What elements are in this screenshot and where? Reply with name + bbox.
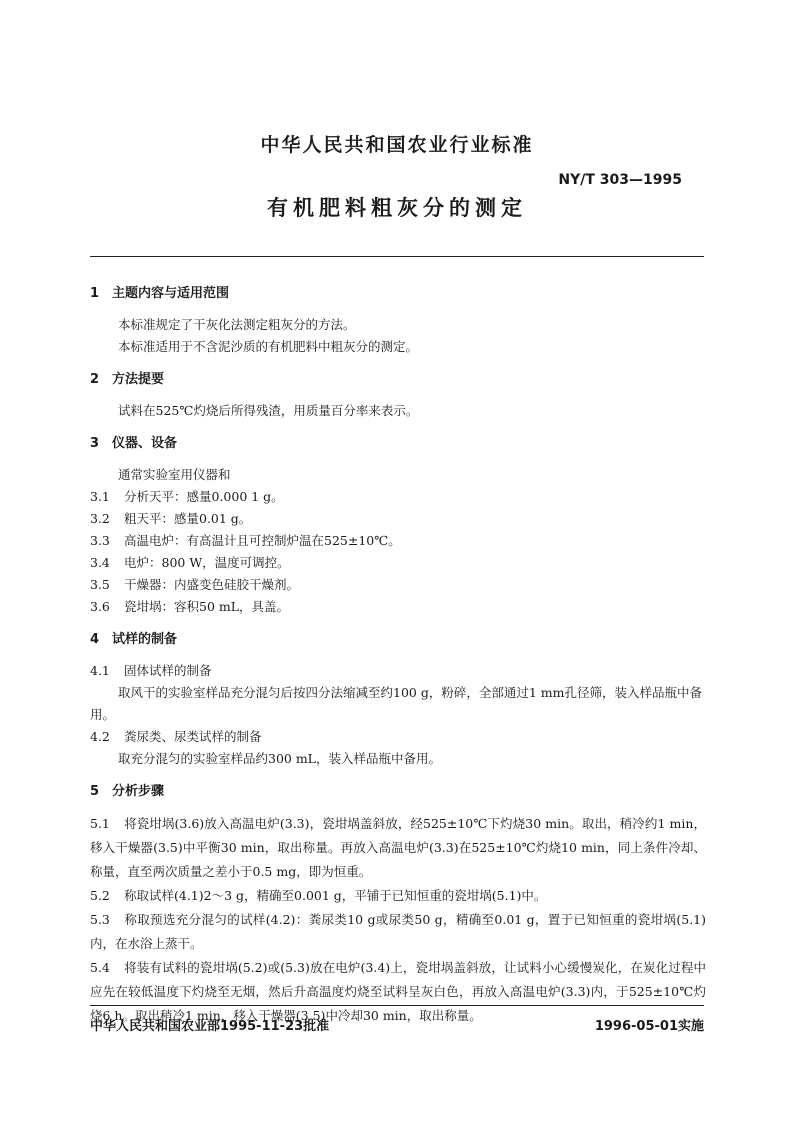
item-number: 3.3	[90, 533, 110, 548]
step-number: 5.2	[90, 888, 110, 903]
document-body	[90, 272, 706, 1028]
paragraph: 取充分混匀的实验室样品约300 mL，装入样品瓶中备用。	[118, 751, 441, 766]
step-text: 将装有试料的瓷坩埚(5.2)或(5.3)放在电炉(3.4)上，瓷坩埚盖斜放，让试料小心缓慢炭化，在炭化过程中应先在较低温度下灼烧至无烟，然后升高温度灼烧至试料呈灰白色，再放入高温电炉(3.3)内，于525±10℃灼烧6 h。取出稍冷1 min，移入干燥器(3.5)中冷却30 min，取出称量。	[90, 960, 706, 1023]
implementation-date: 1996-05-01实施	[594, 1019, 704, 1034]
item-number: 3.5	[90, 577, 110, 592]
section-2-heading	[90, 370, 706, 390]
section-3-heading	[90, 434, 706, 454]
subsection-heading	[90, 726, 706, 748]
item-number: 3.2	[90, 511, 110, 526]
item-text: 电炉：800 W，温度可调控。	[124, 555, 290, 570]
item-text: 粗天平：感量0.01 g。	[124, 511, 252, 526]
item-text: 分析天平：感量0.000 1 g。	[124, 489, 284, 504]
section-5-heading	[90, 782, 706, 802]
step-item	[90, 884, 706, 908]
list-item	[90, 596, 706, 618]
step-text: 称取预选充分混匀的试样(4.2)：粪尿类10 g或尿类50 g，精确至0.01 g，置于已知恒重的瓷坩埚(5.1)内，在水浴上蒸干。	[90, 912, 706, 951]
step-number: 5.1	[90, 816, 110, 831]
paragraph: 试料在525℃灼烧后所得残渣，用质量百分率来表示。	[118, 403, 419, 418]
standard-code: NY/T 303—1995	[558, 172, 682, 188]
list-item	[90, 530, 706, 552]
step-number: 5.4	[90, 960, 110, 975]
item-number: 3.6	[90, 599, 110, 614]
section-number: 2	[90, 372, 100, 387]
list-item	[90, 486, 706, 508]
paragraph: 本标准规定了干灰化法测定粗灰分的方法。	[118, 317, 356, 332]
paragraph: 取风干的实验室样品充分混匀后按四分法缩减至约100 g，粉碎，全部通过1 mm孔径筛，装入样品瓶中备用。	[90, 685, 702, 722]
item-number: 3.4	[90, 555, 110, 570]
item-text: 干燥器：内盛变色硅胶干燥剂。	[124, 577, 300, 592]
subsection-title: 粪尿类、尿类试样的制备	[124, 729, 262, 744]
section-number: 5	[90, 784, 100, 799]
section-1-heading	[90, 284, 706, 304]
section-title: 分析步骤	[112, 784, 165, 799]
section-number: 3	[90, 436, 100, 451]
paragraph: 本标准适用于不含泥沙质的有机肥料中粗灰分的测定。	[118, 339, 419, 354]
document-title: 有机肥料粗灰分的测定	[267, 196, 527, 220]
list-item	[90, 552, 706, 574]
approval-date: 中华人民共和国农业部1995-11-23批准	[90, 1019, 330, 1034]
step-text: 称取试样(4.1)2～3 g，精确至0.001 g，平铺于已知恒重的瓷坩埚(5.1)中。	[124, 888, 547, 903]
item-text: 高温电炉：有高温计且可控制炉温在525±10℃。	[124, 533, 401, 548]
subsection-title: 固体试样的制备	[124, 663, 212, 678]
list-item	[90, 574, 706, 596]
step-text: 将瓷坩埚(3.6)放入高温电炉(3.3)，瓷坩埚盖斜放，经525±10℃下灼烧30 min。取出，稍冷约1 min，移入干燥器(3.5)中平衡30 min，取出称量。再放入高温电炉(3.3)在525±10℃灼烧10 min，同上条件冷却、称量，直至两次质量之差小于0.5 mg，即为恒重。	[90, 816, 706, 879]
section-title: 试样的制备	[112, 632, 178, 647]
step-number: 5.3	[90, 912, 110, 927]
subsection-number: 4.1	[90, 663, 110, 678]
section-4-heading	[90, 630, 706, 650]
section-title: 仪器、设备	[112, 436, 178, 451]
item-text: 瓷坩埚：容积50 mL，具盖。	[124, 599, 290, 614]
list-item	[90, 508, 706, 530]
footer-divider	[90, 1005, 704, 1006]
standard-title: 中华人民共和国农业行业标准	[260, 134, 534, 156]
subsection-number: 4.2	[90, 729, 110, 744]
subsection-heading	[90, 660, 706, 682]
step-item	[90, 908, 706, 956]
section-title: 主题内容与适用范围	[112, 286, 230, 301]
paragraph: 通常实验室用仪器和	[118, 467, 231, 482]
section-number: 1	[90, 286, 100, 301]
section-title: 方法提要	[112, 372, 165, 387]
section-number: 4	[90, 632, 100, 647]
step-item	[90, 812, 706, 884]
item-number: 3.1	[90, 489, 110, 504]
header-divider	[90, 256, 704, 257]
